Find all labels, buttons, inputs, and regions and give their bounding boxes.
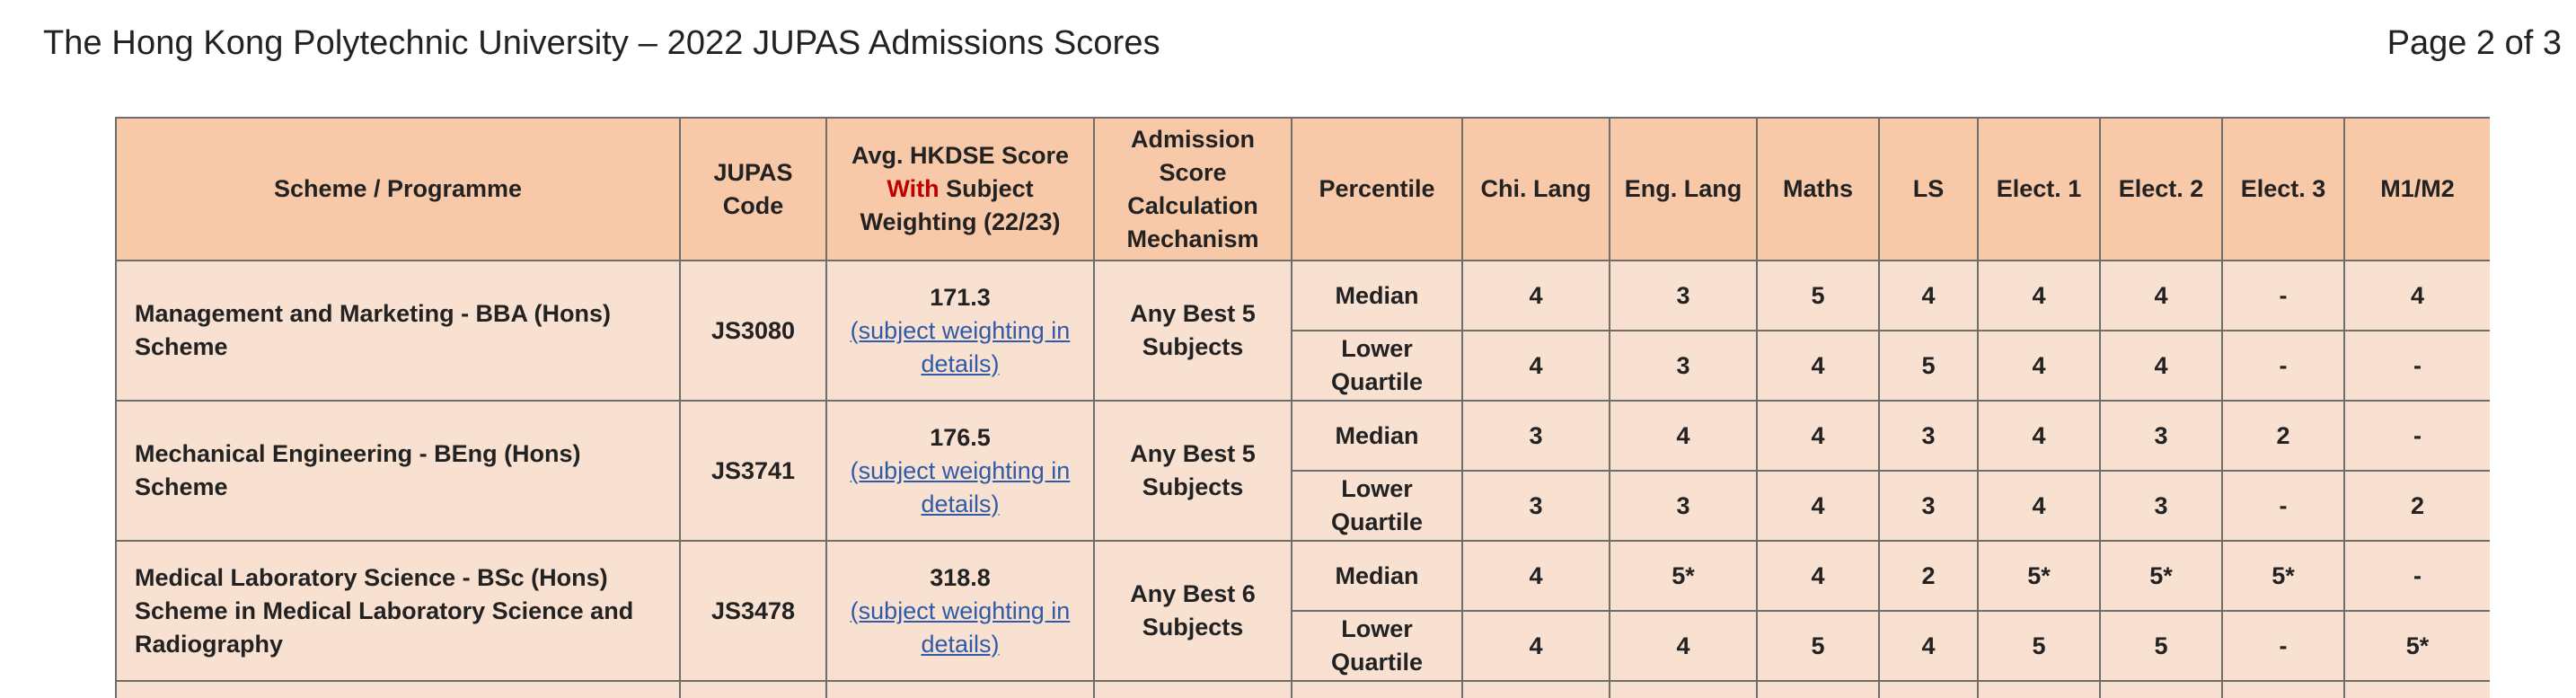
percentile-median: Median <box>1292 401 1462 471</box>
score-elect-3: 2 <box>2222 401 2344 471</box>
score-elect-3: - <box>2222 471 2344 541</box>
empty-cell <box>2222 681 2344 698</box>
calculation-mechanism: Any Best 5 Subjects <box>1094 261 1292 401</box>
jupas-code: JS3741 <box>680 401 826 541</box>
score-maths: 4 <box>1757 541 1879 611</box>
score-chi-lang: 4 <box>1462 261 1610 331</box>
col-header-jupas-code <box>680 118 826 261</box>
score-maths: 4 <box>1757 401 1879 471</box>
col-header-mech-line4: Mechanism <box>1126 225 1259 252</box>
page-number: Page 2 of 3 <box>2386 23 2562 62</box>
score-elect-3: - <box>2222 611 2344 681</box>
percentile-lower-quartile: Lower Quartile <box>1292 331 1462 401</box>
col-header-score-line2: Subject <box>939 175 1034 202</box>
score-chi-lang: 4 <box>1462 541 1610 611</box>
col-header-programme: Scheme / Programme <box>116 118 680 261</box>
score-elect-1: 4 <box>1978 261 2100 331</box>
empty-cell <box>1757 681 1879 698</box>
score-elect-1: 5 <box>1978 611 2100 681</box>
score-ls: 4 <box>1879 261 1978 331</box>
programme-name: Mechanical Engineering - BEng (Hons) Scheme <box>116 401 680 541</box>
score-maths: 4 <box>1757 471 1879 541</box>
score-m1-m2: 2 <box>2344 471 2490 541</box>
col-header-mechanism <box>1094 118 1292 261</box>
subject-weighting-link[interactable]: (subject weighting in details) <box>850 596 1071 658</box>
avg-score-cell <box>826 261 1094 401</box>
col-header-m1-m2: M1/M2 <box>2344 118 2490 261</box>
score-elect-1: 4 <box>1978 401 2100 471</box>
percentile-median: Median <box>1292 541 1462 611</box>
empty-cell <box>2344 681 2490 698</box>
col-header-elect-3: Elect. 3 <box>2222 118 2344 261</box>
col-header-code-line1: JUPAS <box>713 158 793 186</box>
table-row-median <box>116 261 2490 331</box>
score-eng-lang: 4 <box>1610 401 1757 471</box>
col-header-score-line3: Weighting (22/23) <box>860 208 1061 235</box>
empty-cell <box>1094 681 1292 698</box>
col-header-avg-score <box>826 118 1094 261</box>
col-header-chi-lang: Chi. Lang <box>1462 118 1610 261</box>
empty-cell <box>1292 681 1462 698</box>
col-header-mech-line1: Admission <box>1130 125 1256 153</box>
subject-weighting-link[interactable]: (subject weighting in details) <box>850 456 1071 517</box>
score-m1-m2: - <box>2344 401 2490 471</box>
percentile-lower-quartile: Lower Quartile <box>1292 471 1462 541</box>
avg-score-value: 318.8 <box>930 563 991 591</box>
score-m1-m2: 4 <box>2344 261 2490 331</box>
table-header-row <box>116 118 2490 261</box>
col-header-ls: LS <box>1879 118 1978 261</box>
programme-name: Medical Laboratory Science - BSc (Hons) Scheme in Medical Laboratory Science and Radiography <box>116 541 680 681</box>
avg-score-value: 171.3 <box>930 283 991 311</box>
admissions-scores-table <box>115 117 2490 698</box>
jupas-code: JS3478 <box>680 541 826 681</box>
avg-score-value: 176.5 <box>930 423 991 451</box>
percentile-median: Median <box>1292 261 1462 331</box>
empty-cell <box>1879 681 1978 698</box>
empty-cell <box>826 681 1094 698</box>
calculation-mechanism: Any Best 6 Subjects <box>1094 541 1292 681</box>
score-maths: 5 <box>1757 611 1879 681</box>
col-header-maths: Maths <box>1757 118 1879 261</box>
score-maths: 5 <box>1757 261 1879 331</box>
document-title: The Hong Kong Polytechnic University – 2022 JUPAS Admissions Scores <box>43 23 1160 62</box>
col-header-eng-lang: Eng. Lang <box>1610 118 1757 261</box>
percentile-lower-quartile: Lower Quartile <box>1292 611 1462 681</box>
score-eng-lang: 3 <box>1610 261 1757 331</box>
score-elect-2: 4 <box>2100 261 2222 331</box>
score-chi-lang: 4 <box>1462 331 1610 401</box>
score-elect-2: 3 <box>2100 401 2222 471</box>
col-header-mech-line2: Score <box>1159 158 1227 186</box>
avg-score-cell <box>826 541 1094 681</box>
calculation-mechanism: Any Best 5 Subjects <box>1094 401 1292 541</box>
subject-weighting-link[interactable]: (subject weighting in details) <box>850 316 1071 377</box>
score-elect-1: 5* <box>1978 541 2100 611</box>
col-header-mech-line3: Calculation <box>1127 191 1258 219</box>
score-elect-3: - <box>2222 331 2344 401</box>
empty-cell <box>1978 681 2100 698</box>
avg-score-cell <box>826 401 1094 541</box>
table-row-median <box>116 541 2490 611</box>
jupas-code: JS3080 <box>680 261 826 401</box>
score-chi-lang: 4 <box>1462 611 1610 681</box>
empty-cell <box>2100 681 2222 698</box>
empty-cell <box>1462 681 1610 698</box>
score-elect-2: 5 <box>2100 611 2222 681</box>
score-elect-3: - <box>2222 261 2344 331</box>
table-row-median <box>116 401 2490 471</box>
score-ls: 3 <box>1879 401 1978 471</box>
score-elect-1: 4 <box>1978 471 2100 541</box>
score-m1-m2: - <box>2344 331 2490 401</box>
score-chi-lang: 3 <box>1462 471 1610 541</box>
score-elect-2: 4 <box>2100 331 2222 401</box>
score-elect-2: 5* <box>2100 541 2222 611</box>
col-header-score-line1: Avg. HKDSE Score <box>851 142 1070 169</box>
empty-cell <box>680 681 826 698</box>
table-row-partial <box>116 681 2490 698</box>
programme-name: Management and Marketing - BBA (Hons) Scheme <box>116 261 680 401</box>
col-header-percentile: Percentile <box>1292 118 1462 261</box>
score-eng-lang: 4 <box>1610 611 1757 681</box>
score-ls: 5 <box>1879 331 1978 401</box>
score-maths: 4 <box>1757 331 1879 401</box>
score-ls: 2 <box>1879 541 1978 611</box>
col-header-elect-1: Elect. 1 <box>1978 118 2100 261</box>
col-header-elect-2: Elect. 2 <box>2100 118 2222 261</box>
admissions-table-wrapper <box>115 117 2490 698</box>
col-header-code-line2: Code <box>722 191 784 219</box>
score-ls: 3 <box>1879 471 1978 541</box>
empty-cell <box>1610 681 1757 698</box>
score-chi-lang: 3 <box>1462 401 1610 471</box>
score-eng-lang: 3 <box>1610 471 1757 541</box>
score-elect-2: 3 <box>2100 471 2222 541</box>
score-elect-3: 5* <box>2222 541 2344 611</box>
score-elect-1: 4 <box>1978 331 2100 401</box>
score-eng-lang: 5* <box>1610 541 1757 611</box>
score-eng-lang: 3 <box>1610 331 1757 401</box>
col-header-score-with: With <box>887 175 940 202</box>
score-ls: 4 <box>1879 611 1978 681</box>
score-m1-m2: - <box>2344 541 2490 611</box>
page-header <box>43 20 2562 66</box>
empty-cell <box>116 681 680 698</box>
score-m1-m2: 5* <box>2344 611 2490 681</box>
